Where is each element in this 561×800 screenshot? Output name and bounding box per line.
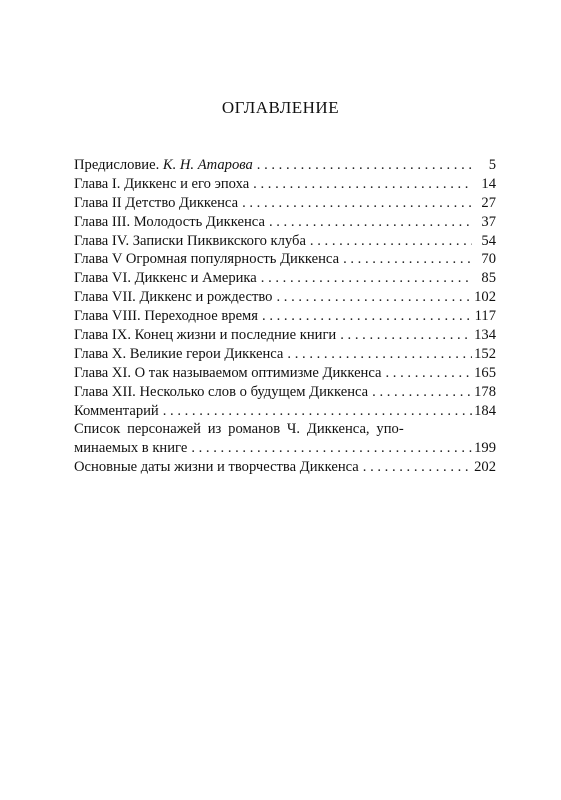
toc-page-number: 199 <box>474 440 496 457</box>
dot-leader <box>265 213 472 232</box>
toc-page-number: 165 <box>474 364 496 381</box>
toc-entry <box>74 175 496 194</box>
toc-entry <box>74 213 496 232</box>
dot-leader <box>253 156 472 175</box>
table-of-contents <box>74 156 496 477</box>
dot-leader <box>272 288 472 307</box>
dot-leader <box>339 250 472 269</box>
toc-page-number: 5 <box>488 156 496 173</box>
toc-entry-title: Глава III. Молодость Диккенса <box>74 213 265 230</box>
toc-entry <box>74 288 496 307</box>
toc-entry <box>74 250 496 269</box>
toc-entry-author: К. Н. Атарова <box>162 156 253 173</box>
toc-entry-title: Глава VIII. Переходное время <box>74 308 259 325</box>
toc-entry <box>74 269 496 288</box>
toc-entry <box>74 307 496 326</box>
toc-entry-title: Комментарий <box>74 402 159 419</box>
toc-page-number: 54 <box>481 232 496 249</box>
toc-entry-title: Глава IX. Конец жизни и последние книги <box>74 327 337 343</box>
toc-entry <box>74 383 496 402</box>
toc-entry <box>74 232 496 251</box>
toc-entry-title: Глава IV. Записки Пиквикского клуба <box>74 232 306 249</box>
toc-entry-title: Глава II Детство Диккенса <box>74 194 239 211</box>
toc-page-number: 152 <box>474 345 496 362</box>
dot-leader <box>258 307 472 326</box>
toc-page-number: 70 <box>481 251 496 268</box>
toc-entry-title: Глава VI. Диккенс и Америка <box>74 270 257 287</box>
toc-entry-preface <box>74 156 496 175</box>
toc-page-number: 184 <box>474 402 496 419</box>
toc-page-number: 134 <box>474 327 496 343</box>
toc-entry-title: Глава VII. Диккенс и рождество <box>74 289 273 306</box>
dot-leader <box>159 402 472 421</box>
toc-page-number: 102 <box>474 289 496 306</box>
toc-entry-title: Глава V Огромная популярность Диккенса <box>74 251 340 268</box>
dot-leader <box>336 326 472 345</box>
dot-leader <box>368 383 472 402</box>
toc-entry-characters-line1: Список персонажей из романов Ч. Диккенса, упо- <box>74 421 404 438</box>
toc-entry-title: Основные даты жизни и творчества Диккенса <box>74 459 359 476</box>
toc-entry <box>74 194 496 213</box>
dot-leader <box>359 458 472 477</box>
toc-entry-characters <box>74 439 496 458</box>
toc-page-number: 14 <box>481 175 496 192</box>
toc-entry-title: Глава XI. О так называемом оптимизме Диккенса <box>74 364 382 381</box>
dot-leader <box>238 194 472 213</box>
dot-leader <box>283 345 472 364</box>
toc-page-number: 27 <box>481 194 496 211</box>
toc-entry-title: минаемых в книге <box>74 440 188 457</box>
toc-entry-dates <box>74 458 496 477</box>
toc-entry <box>74 345 496 364</box>
toc-page-number: 37 <box>481 213 496 230</box>
toc-entry-title: Глава X. Великие герои Диккенса <box>74 345 284 362</box>
toc-page-number: 202 <box>474 459 496 476</box>
toc-entry <box>74 364 496 383</box>
dot-leader <box>249 175 472 194</box>
dot-leader <box>306 232 472 251</box>
toc-entry-title: Глава XII. Несколько слов о будущем Диккенса <box>74 383 369 400</box>
toc-page-number: 85 <box>481 270 496 287</box>
dot-leader <box>187 439 472 458</box>
toc-page-number: 178 <box>474 383 496 400</box>
toc-heading: ОГЛАВЛЕНИЕ <box>221 98 340 117</box>
dot-leader <box>257 269 472 288</box>
toc-entry-title: Глава I. Диккенс и его эпоха <box>74 175 250 192</box>
toc-entry <box>74 402 496 421</box>
dot-leader <box>382 364 473 383</box>
toc-entry <box>74 326 496 345</box>
toc-entry-title: Предисловие. К. Н. Атарова <box>74 156 253 173</box>
toc-page-number: 117 <box>474 308 496 325</box>
